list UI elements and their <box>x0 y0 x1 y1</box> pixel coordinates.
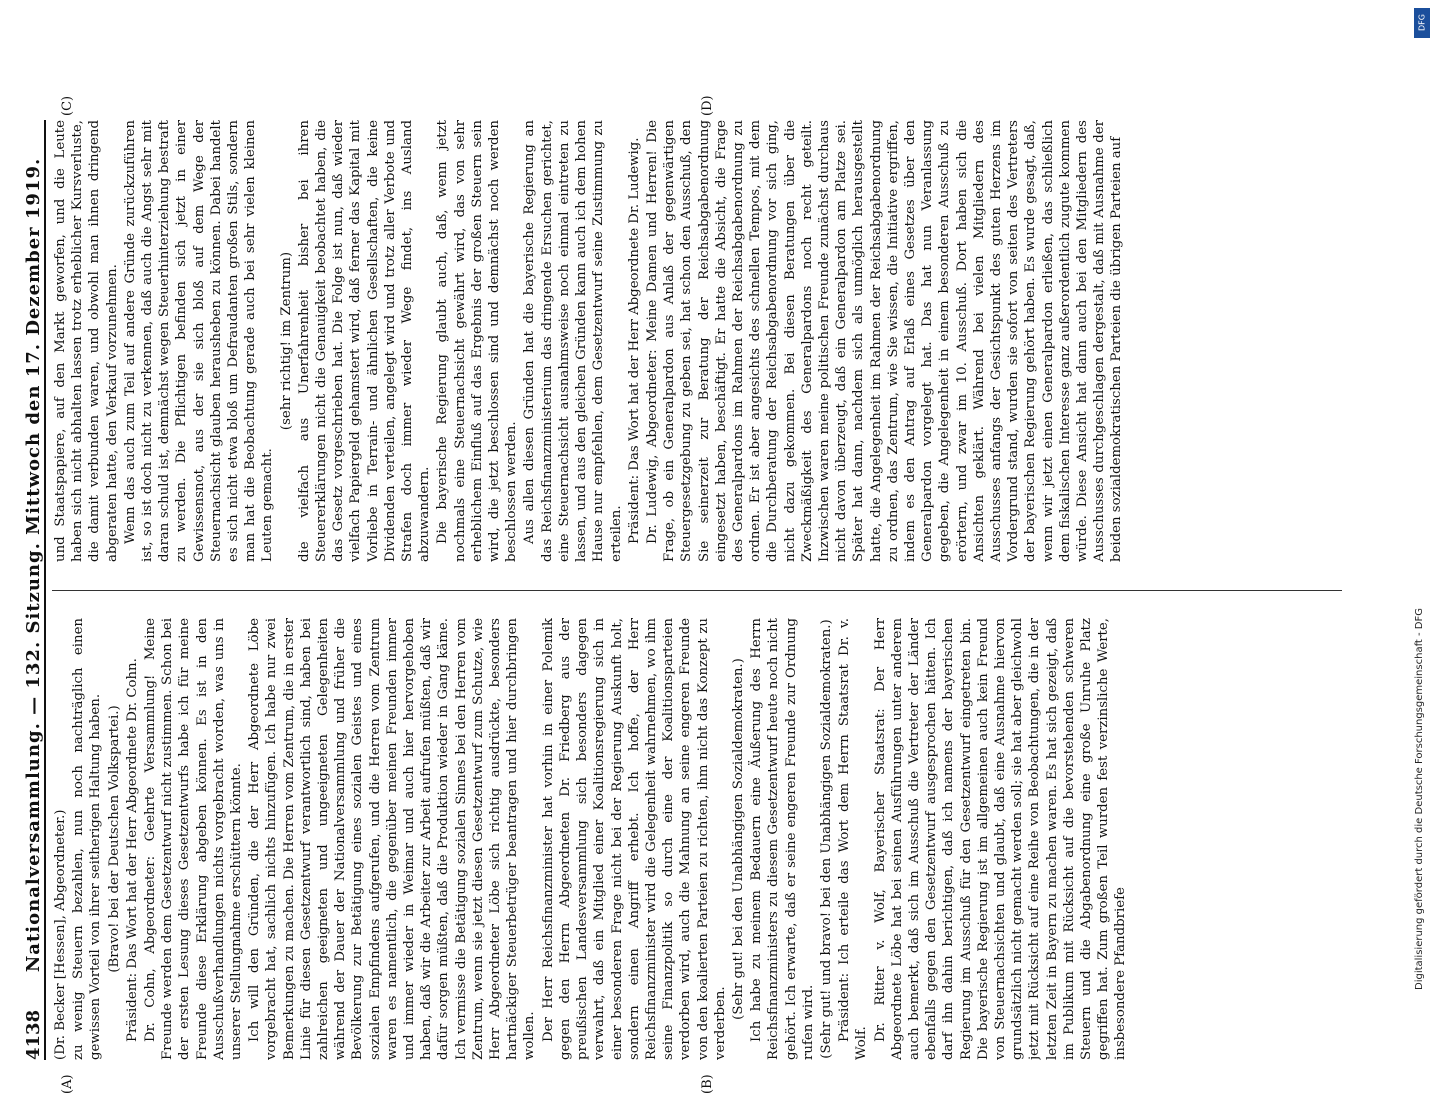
digitization-credit <box>1414 10 1428 1000</box>
paragraph: Präsident: Das Wort hat der Herr Abgeordnete Dr. Ludewig. <box>626 137 642 544</box>
paragraph: Dr. Ludewig, Abgeordneter: Meine Damen und Herren! Die Frage, ob ein Generalpardon aus Anlaß der gegenwärtigen Steuergesetzgebung zu geben sei, hat schon den Ausschuß, den Sie seinerzeit zur Beratung der Reichsabgabenordnung eingesetzt haben, beschäftigt. Er hatte die Absicht, die Frage des Generalpardons im Rahmen der Reichsabgabenordnung zu ordnen. Er ist aber angesichts des schnellen Tempos, mit dem die Durchberatung der Reichsabgabenordnung vor sich ging, nicht dazu gekommen. Bei diesen Beratungen über die Zweckmäßigkeit des Generalpardons noch recht geteilt. Inzwischen waren meine politischen Freunde zunächst durchaus nicht davon überzeugt, daß ein Generalpardon am Platze sei. Später hat dann, nachdem sich als unmöglich herausgestellt hatte, die Angelegenheit im Rahmen der Reichsabgabenordnung zu ordnen, das Zentrum, wie Sie wissen, die Initiative ergriffen, indem es den Antrag auf Erlaß eines Gesetzes über den Generalpardon vorgelegt hat. Das hat nun Veranlassung gegeben, die Angelegenheit in einem besonderen Ausschuß zu erörtern, und zwar im 10. Ausschuß. Dort haben sich die Ansichten geklärt. Während bei vielen Mitgliedern des Ausschusses anfangs der Gesichtspunkt des guten Herzens im Vordergrund stand, wurden sie sofort von seiten des Vertreters der bayerischen Regierung gehört haben. Es wurde gesagt, daß, wenn wir jetzt einen Generalpardon erließen, das schließlich dem fiskalischen Interesse ganz außerordentlich zugute kommen würde. Diese Ansicht hat dann auch bei den Mitgliedern des Ausschusses durchgeschlagen dergestalt, daß mit Ausnahme der beiden sozialdemokratischen Parteien die übrigen Parteien auf <box>644 120 1125 562</box>
page-number: 4138 <box>23 1009 44 1060</box>
paragraph: und Staatspapiere, auf den Markt geworfen, und die Leute haben sich nicht abhalten lassen trotz erheblicher Kursverluste, die damit verbunden waren, und obwohl man ihnen dringend abgeraten hatte, den Verkauf vorzunehmen. <box>53 120 120 562</box>
paragraph: (Sehr gut! bei den Unabhängigen Sozialdemokraten.) <box>730 658 746 1020</box>
margin-marker-d: (D) <box>700 95 715 116</box>
paragraph: Der Herr Reichsfinanzminister hat vorhin in einer Polemik gegen den Herrn Abgeordneten Dr. Friedberg aus der preußischen Landesversammlung sich besonders dagegen verwahrt, daß ein Mitglied einer Koalitionsregierung sich in einer besonderen Frage nicht bei der Regierung Auskunft holt, sondern einen Angriff erhebt. Ich hoffe, der Herr Reichsfinanzminister wird die Gelegenheit wahrnehmen, wo ihm seine Finanzpolitik so durch eine der Koalitionsparteien verdorben wird, auch die Mahnung an seine engeren Freunde von den koalierten Parteien zu richten, ihm nicht das Konzept zu verderben. <box>540 618 728 1060</box>
left-column <box>52 618 1342 1060</box>
paragraph: Ich will den Gründen, die der Herr Abgeordnete Löbe vorgebracht hat, sachlich nichts hinzufügen. Ich habe nur zwei Bemerkungen zu machen. Die Herren vom Zentrum, die in erster Linie für diesen Gesetzentwurf verantwortlich sind, haben bei zahlreichen geeigneten und ungeeigneten Gelegenheiten während der Dauer der Nationalversammlung und früher die Bevölkerung zur Betätigung eines sozialen Geistes und eines sozialen Empfindens aufgerufen, und die Herren vom Zentrum waren es namentlich, die gegenüber meinen Freunden immer und immer wieder in Weimar und auch hier hervorgehoben haben, daß wir die Arbeiter zur Arbeit aufrufen müßten, daß wir dafür sorgen müßten, daß die Produktion wieder in Gang käme. Ich vermisse die Betätigung sozialen Sinnes bei den Herren vom Zentrum, wenn sie jetzt diesen Gesetzentwurf zum Schutze, wie Herr Abgeordneter Löbe sich richtig ausdrückte, besonders hartnäckiger Steuerbetrüger beantragen und hier durchbringen wollen. <box>247 618 538 1060</box>
paragraph: (Bravo! bei der Deutschen Volkspartei.) <box>106 705 122 973</box>
paragraph: (sehr richtig! im Zentrum) <box>278 251 294 431</box>
margin-marker-a: (A) <box>60 1074 75 1094</box>
margin-marker-b: (B) <box>700 1074 715 1094</box>
right-column <box>52 120 1342 562</box>
margin-marker-c: (C) <box>60 95 75 116</box>
paragraph: zu wenig Steuern bezahlen, nun noch nachträglich einen gewissen Vorteil von ihrer seitherigen Haltung haben. <box>71 618 104 1060</box>
paragraph: die vielfach aus Unerfahrenheit bisher bei ihren Steuererklärungen nicht die Genauigkeit beobachtet haben, die das Gesetz vorgeschrieben hat. Die Folge ist nun, daß wieder vielfach Papiergeld gehamstert wird, daß ferner das Kapital mit Vorliebe in Terrain- und ähnlichen Gesellschaften, die keine Dividenden verteilen, angelegt wird und trotz aller Verbote und Strafen doch immer wieder Wege findet, ins Ausland abzuwandern. <box>296 120 433 562</box>
dfg-logo: DFG <box>1414 8 1430 38</box>
paragraph: Dr. Cohn, Abgeordneter: Geehrte Versammlung! Meine Freunde werden dem Gesetzentwurf nicht zustimmen. Schon bei der ersten Lesung dieses Gesetzentwurfs habe ich für meine Freunde diese Erklärung abgeben können. Es ist in den Ausschußverhandlungen nichts vorgebracht worden, was uns in unserer Stellungnahme erschüttern könnte. <box>143 618 245 1060</box>
paragraph: Präsident: Das Wort hat der Herr Abgeordnete Dr. Cohn. <box>124 658 140 1042</box>
paragraph: (Dr. Becker [Hessen], Abgeordneter.) <box>53 809 68 1060</box>
page-header <box>0 120 46 1060</box>
paragraph: Wenn das auch zum Teil auf andere Gründe zurückzuführen ist, so ist doch nicht zu verkennen, daß auch die Angst sehr mit daran schuld ist, demnächst wegen Steuerhinterziehung bestraft zu werden. Die Pflichtigen befinden sich jetzt in einer Gewissensnot, aus der sie sich bloß auf dem Wege der Steuernachsicht glauben herausheben zu können. Dabei handelt es sich nicht etwa bloß um Defraudanten großen Stils, sondern man hat die Beobachtung gerade auch bei sehr vielen kleinen Leuten gemacht. <box>122 120 276 562</box>
paragraph: Die bayerische Regierung glaubt auch, daß, wenn jetzt nochmals eine Steuernachsicht gewährt wird, das von sehr erheblichem Einfluß auf das Ergebnis der großen Steuern sein wird, die jetzt beschlossen sind und demnächst noch werden beschlossen werden. <box>435 120 520 562</box>
page-title: Nationalversammlung. — 132. Sitzung. Mittwoch den 17. Dezember 1919. <box>23 157 44 973</box>
paragraph: Aus allen diesen Gründen hat die bayerische Regierung an das Reichsfinanzministerium das dringende Ersuchen gerichtet, eine Steuernachsicht ausnahmsweise noch einmal eintreten zu lassen, und aus den gleichen Gründen kann auch ich dem hohen Hause nur empfehlen, dem Gesetzentwurf seine Zustimmung zu erteilen. <box>522 120 624 562</box>
paragraph: (Sehr gut! und bravo! bei den Unabhängigen Sozialdemokraten.) <box>818 619 834 1059</box>
column-divider <box>52 590 1342 591</box>
credit-text: Digitalisierung gefördert durch die Deutsche Forschungsgemeinschaft - DFG <box>1414 607 1425 990</box>
document-page <box>0 95 1360 1094</box>
paragraph: Ich habe zu meinem Bedauern eine Äußerung des Herrn Reichsfinanzministers zu diesem Gesetzentwurf heute noch nicht gehört. Ich erwarte, daß er seine engeren Freunde zur Ordnung rufen wird. <box>749 618 816 1060</box>
paragraph: Dr. Ritter v. Wolf, Bayerischer Staatsrat: Der Herr Abgeordnete Löbe hat bei seinen Ausführungen unter anderem auch bemerkt, daß sich im Ausschuß die Vertreter der Länder ebenfalls gegen den Gesetzentwurf ausgesprochen hätten. Ich darf ihn dahin berichtigen, daß ich namens der bayerischen Regierung im Ausschuß für den Gesetzentwurf eingetreten bin. Die bayerische Regierung ist im allgemeinen auch kein Freund von Steuernachsichten und glaubt, daß eine Ausnahme hiervon grundsätzlich nicht gemacht werden soll; sie hat aber gleichwohl jetzt mit Rücksicht auf eine Reihe von Beobachtungen, die in der letzten Zeit in Bayern zu machen waren. Es hat sich gezeigt, daß im Publikum mit Rücksicht auf die bevorstehenden schweren Steuern und die Abgabenordnung eine große Unruhe Platz gegriffen hat. Zum großen Teil wurden fest verzinsliche Werte, insbesondere Pfandbriefe <box>872 618 1129 1060</box>
paragraph: Präsident: Ich erteile das Wort dem Herrn Staatsrat Dr. v. Wolf. <box>837 618 870 1060</box>
